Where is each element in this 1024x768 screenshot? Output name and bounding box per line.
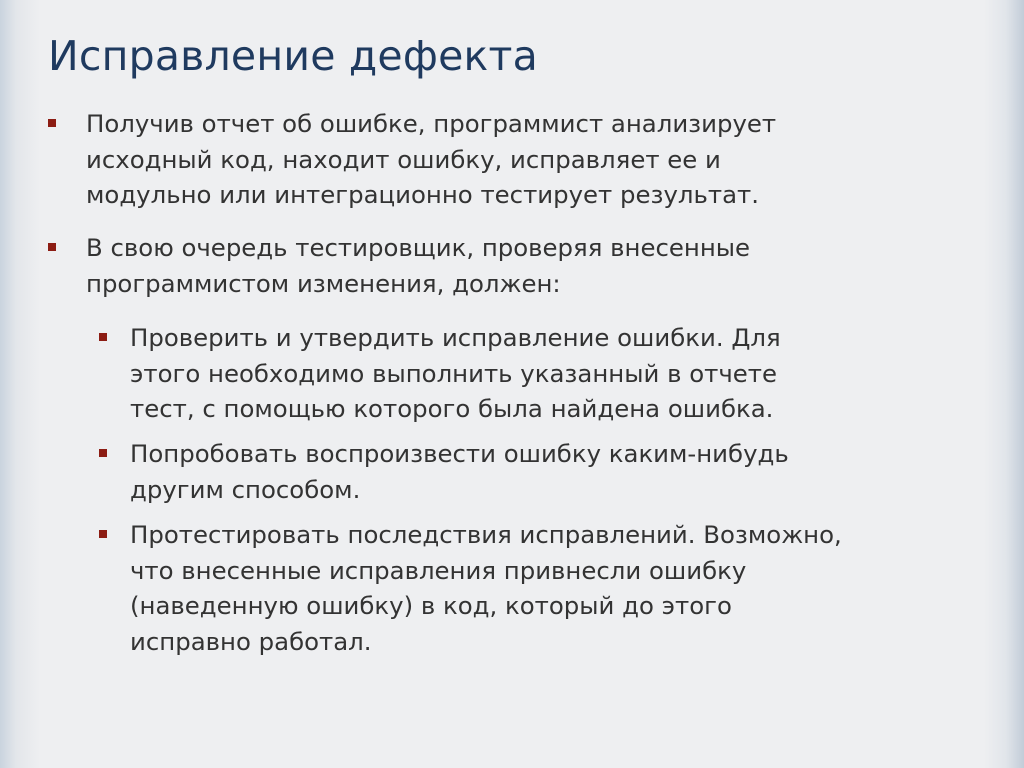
- slide-title: Исправление дефекта: [48, 32, 538, 80]
- square-bullet-icon: [99, 449, 107, 457]
- square-bullet-icon: [99, 333, 107, 341]
- sub-bullet-text-line: исправно работал.: [130, 626, 372, 656]
- bullet-text-line: программистом изменения, должен:: [86, 268, 561, 298]
- sub-bullet-text-line: (наведенную ошибку) в код, который до этого: [130, 591, 732, 620]
- bullet-item: [86, 230, 966, 301]
- square-bullet-icon: [48, 243, 56, 251]
- square-bullet-icon: [99, 530, 107, 538]
- sub-bullet-text-line: Попробовать воспроизвести ошибку каким-нибудь: [130, 439, 789, 468]
- sub-bullet-item: [130, 436, 990, 507]
- sub-bullet-text-line: Протестировать последствия исправлений. Возможно,: [130, 520, 842, 549]
- bullet-text-line: Получив отчет об ошибке, программист анализирует: [86, 109, 777, 138]
- sub-bullet-text-line: тест, с помощью которого была найдена ошибка.: [130, 394, 774, 423]
- bullet-text-line: исходный код, находит ошибку, исправляет ее и: [86, 144, 721, 174]
- bullet-item: [86, 106, 966, 213]
- square-bullet-icon: [48, 119, 56, 127]
- bullet-text-line: модульно или интеграционно тестирует результат.: [86, 180, 759, 209]
- sub-bullet-text-line: что внесенные исправления привнесли ошибку: [130, 555, 747, 585]
- sub-bullet-item: [130, 320, 990, 427]
- bullet-text-line: В свою очередь тестировщик, проверяя внесенные: [86, 233, 751, 262]
- sub-bullet-item: [130, 517, 990, 659]
- sub-bullet-text-line: другим способом.: [130, 474, 361, 504]
- sub-bullet-text-line: Проверить и утвердить исправление ошибки. Для: [130, 323, 781, 352]
- sub-bullet-text-line: этого необходимо выполнить указанный в отчете: [130, 358, 777, 388]
